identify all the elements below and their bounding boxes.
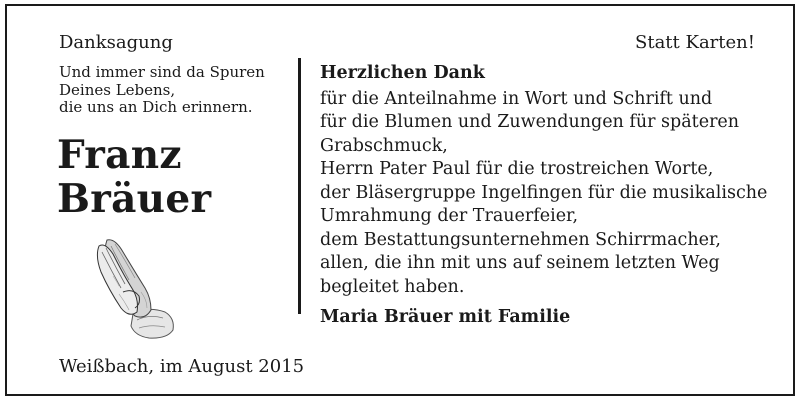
thanks-line: für die Anteilnahme in Wort und Schrift und [320,88,713,109]
column-divider [298,58,301,314]
thanks-line: allen, die ihn mit uns auf seinem letzten Weg [320,253,720,273]
thanks-line: dem Bestattungsunternehmen Schirrmacher, [320,229,721,250]
verse-line: Und immer sind da Spuren [59,63,265,81]
thanks-line: Herrn Pater Paul für die trostreichen Worte, [320,159,714,179]
signature: Maria Bräuer mit Familie [320,307,571,327]
deceased-last-name: Bräuer [57,176,212,222]
verse [59,64,289,117]
praying-hands-icon [89,236,181,340]
thanks-text [320,62,770,330]
thanks-line: Umrahmung der Trauerfeier, [320,206,579,226]
header-title: Danksagung [59,32,173,53]
deceased-name [57,133,211,221]
thanks-line: Grabschmuck, [320,135,448,156]
obituary-card [5,4,795,396]
thanks-line: der Bläsergruppe Ingelfingen für die musikalische [320,182,768,203]
thanks-line: für die Blumen und Zuwendungen für späteren [320,112,740,132]
verse-line: die uns an Dich erinnern. [59,98,253,116]
place-date: Weißbach, im August 2015 [59,356,305,377]
header-note: Statt Karten! [635,32,755,53]
thanks-line: begleitet haben. [320,276,465,297]
thanks-heading: Herzlichen Dank [320,63,485,83]
deceased-first-name: Franz [57,132,182,178]
verse-line: Deines Lebens, [59,80,176,99]
